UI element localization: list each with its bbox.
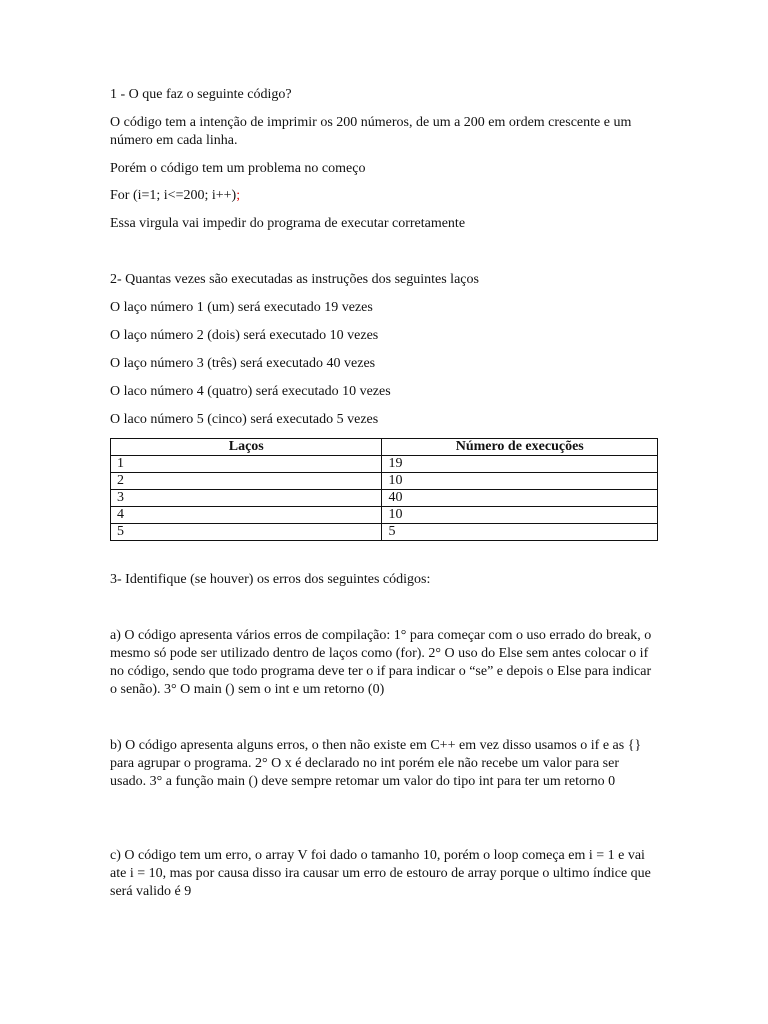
q1-code-semicolon: ; (236, 188, 241, 203)
table-row (111, 524, 658, 541)
q3-answer-c: c) O código tem um erro, o array V foi dado o tamanho 10, porém o loop começa em i = 1 e vai ate i = 10, mas por causa disso ira causar um erro de estouro de array porque o ultimo índice que será valido é 9 (110, 848, 651, 899)
q2-heading: 2- Quantas vezes são executadas as instruções dos seguintes laços (110, 272, 479, 287)
table-cell: 1 (111, 456, 382, 473)
q1-code-text: For (i=1; i<=200; i++) (110, 188, 237, 203)
q2-line-3: O laço número 3 (três) será executado 40 vezes (110, 356, 376, 371)
q1-paragraph-1: O código tem a intenção de imprimir os 200 números, de um a 200 em ordem crescente e um número em cada linha. (110, 115, 632, 148)
table-cell: 10 (382, 473, 658, 490)
q2-line-5: O laco número 5 (cinco) será executado 5 vezes (110, 412, 379, 427)
q1-paragraph-3: Essa virgula vai impedir do programa de executar corretamente (110, 216, 466, 231)
table-cell: 3 (111, 490, 382, 507)
table-header-row (111, 439, 658, 456)
table-cell: 4 (111, 507, 382, 524)
q2-line-2: O laço número 2 (dois) será executado 10 vezes (110, 328, 379, 343)
table-cell: 2 (111, 473, 382, 490)
table-cell: 5 (382, 524, 658, 541)
table-row (111, 456, 658, 473)
table-header-cell: Laços (111, 439, 382, 456)
table-row (111, 490, 658, 507)
q1-code-line (110, 187, 658, 205)
table-cell: 19 (382, 456, 658, 473)
q3-answer-b: b) O código apresenta alguns erros, o then não existe em C++ em vez disso usamos o if e as {} para agrupar o programa. 2° O x é declarado no int porém ele não recebe um valor para ser usado. 3° a função main () deve sempre retomar um valor do tipo int para ter um retorno 0 (110, 738, 642, 789)
q3-heading: 3- Identifique (se houver) os erros dos seguintes códigos: (110, 572, 431, 587)
q1-heading: 1 - O que faz o seguinte código? (110, 87, 292, 102)
q1-paragraph-2: Porém o código tem um problema no começo (110, 161, 366, 176)
table-row (111, 473, 658, 490)
table-row (111, 507, 658, 524)
q2-line-4: O laco número 4 (quatro) será executado 10 vezes (110, 384, 391, 399)
q2-line-1: O laço número 1 (um) será executado 19 vezes (110, 300, 373, 315)
table-cell: 10 (382, 507, 658, 524)
table-cell: 40 (382, 490, 658, 507)
table-cell: 5 (111, 524, 382, 541)
q3-answer-a: a) O código apresenta vários erros de compilação: 1° para começar com o uso errado do break, o mesmo só pode ser utilizado dentro de laços como (for). 2° O uso do Else sem antes colocar o if no código, sendo que todo programa deve ter o if para indicar o “se” e depois o Else para indicar o senão). 3° O main () sem o int e um retorno (0) (110, 628, 652, 697)
table-header-cell: Número de execuções (382, 439, 658, 456)
executions-table (110, 438, 658, 541)
